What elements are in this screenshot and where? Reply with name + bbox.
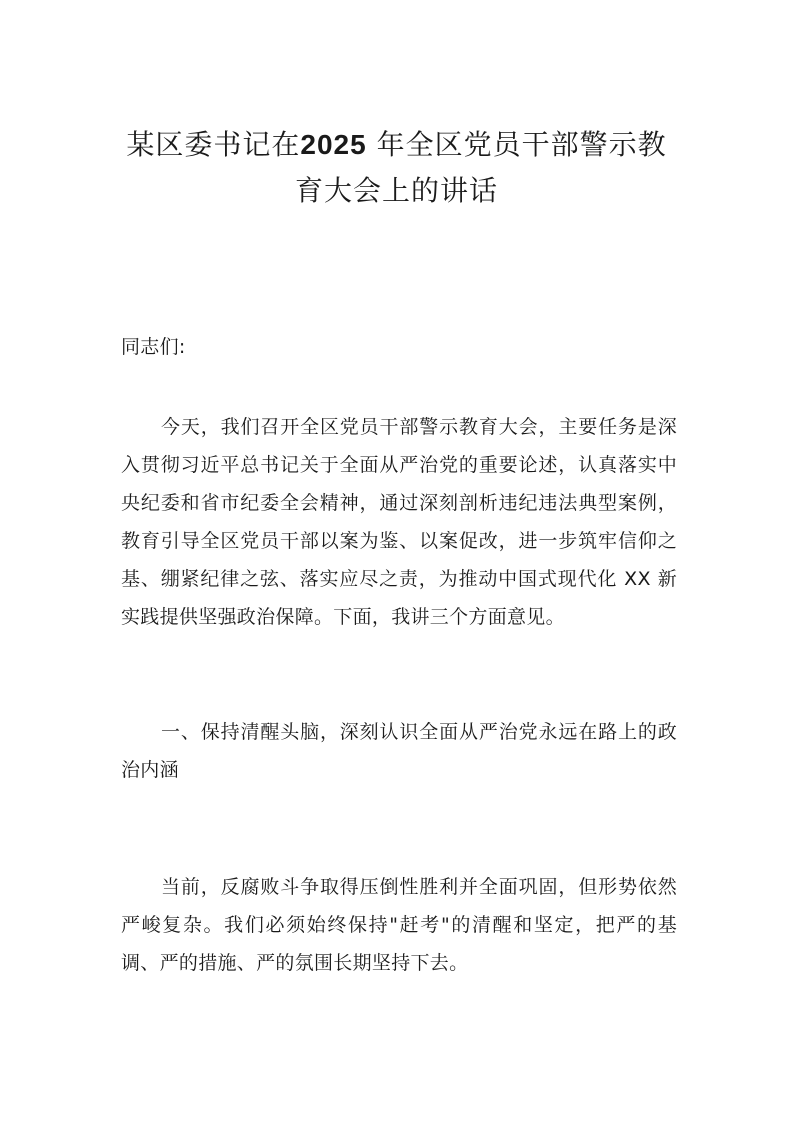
title-line-2: 育大会上的讲话 <box>294 174 498 207</box>
title-line-1-prefix: 某区委书记在 <box>126 128 301 161</box>
paragraph-section-1: 当前，反腐败斗争取得压倒性胜利并全面巩固，但形势依然严峻复杂。我们必须始终保持"赶考"的清醒和坚定，把严的基调、严的措施、严的氛围长期坚持下去。 <box>121 876 677 974</box>
title-line-1-suffix: 年全区党员干部警示教 <box>366 128 667 161</box>
salutation: 同志们: <box>121 336 186 358</box>
title-year: 2025 <box>300 129 367 160</box>
section-heading-1: 一、保持清醒头脑，深刻认识全面从严治党永远在路上的政治内涵 <box>121 721 677 781</box>
title-line-1 <box>100 122 693 168</box>
paragraph-intro: 今天，我们召开全区党员干部警示教育大会，主要任务是深入贯彻习近平总书记关于全面从严治党的重要论述，认真落实中央纪委和省市纪委全会精神，通过深刻剖析违纪违法典型案例，教育引导全区党员干部以案为鉴、以案促改，进一步筑牢信仰之基、绷紧纪律之弦、落实应尽之责，为推动中国式现代化 XX 新实践提供坚强政治保障。下面，我讲三个方面意见。 <box>121 416 677 628</box>
document-title <box>100 122 693 214</box>
